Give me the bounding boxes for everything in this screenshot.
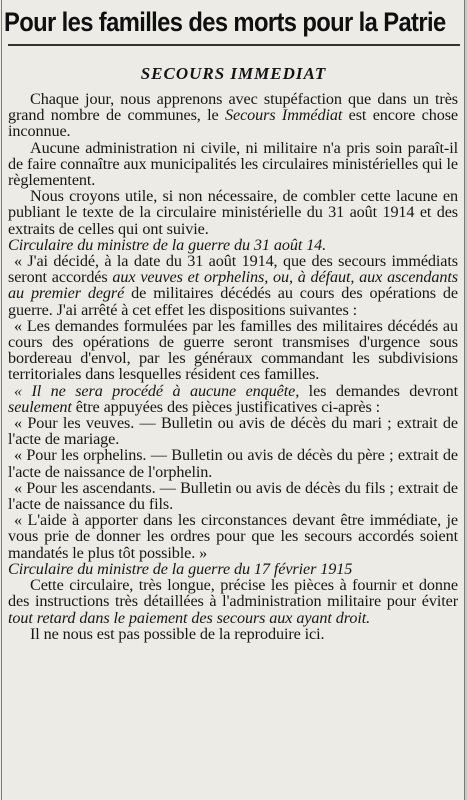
paragraph-1 [8,91,458,140]
quote-1-text-b: de militaires décédés au cours des opérations de guerre. J'ai arrêté à cet effet les dispositions suivantes : [8,284,458,319]
column-rule-left [1,0,2,800]
quote-3-italic-a: « Il ne sera procédé à aucune enquête, [14,381,300,400]
subhead: SECOURS IMMEDIAT [140,64,327,83]
quote-3-text-a: les demandes devront [299,381,458,400]
paragraph-4 [8,577,458,626]
headline: Pour les familles des morts pour la Patrie [4,7,446,37]
paragraph-1-italic: Secours Immédiat [224,106,343,125]
paragraph-4-italic: tout retard dans le paiement des secours aux ayant droit. [8,608,371,627]
quote-1 [8,253,458,318]
paragraph-1-text-a: Chaque jour, nous apprenons avec stupéfaction que dans un très grand nombre de communes, le [8,90,458,125]
quote-veuves: « Pour les veuves. — Bulletin ou avis de décès du mari ; extrait de l'acte de mariage. [8,414,458,449]
circular-source-2: Circulaire du ministre de la guerre du 17 février 1915 [8,559,353,578]
article-body [8,91,458,642]
paragraph-4-text-a: Cette circulaire, très longue, précise les pièces à fournir et donne des instructions très détaillées à l'administration militaire pour éviter [8,576,458,611]
paragraph-1-text-b: est encore chose inconnue. [8,106,458,141]
quote-1-italic: aux veuves et orphelins, ou, à défaut, aux ascendants au premier degré [8,268,459,303]
quote-orphelins: « Pour les orphelins. — Bulletin ou avis de décès du père ; extrait de l'acte de naissance de l'orphelin. [8,446,458,481]
quote-3-text-b: être appuyées des pièces justificatives ci-après : [71,397,381,416]
paragraph-5: Il ne nous est pas possible de la reproduire ici. [30,624,325,643]
quote-ascendants: « Pour les ascendants. — Bulletin ou avis de décès du fils ; extrait de l'acte de naissance du fils. [8,478,458,514]
circular-source-1: Circulaire du ministre de la guerre du 31 août 14. [8,235,327,254]
quote-2: « Les demandes formulées par les familles des militaires décédés au cours des opérations de guerre seront transmises d'urgence sous bordereau d'envol, par les généraux commandant les subdivisions territoriales dans lesquelles résident ces familles. [8,316,458,384]
headline-rule [8,44,460,46]
quote-3-italic-b: seulement [8,397,72,416]
quote-aide: « L'aide à apporter dans les circonstances devant être immédiate, je vous prie de donner les ordres pour que les secours accordés soient mandatés le plus tôt possible. » [8,511,458,562]
quote-1-text-a: « J'ai décidé, à la date du 31 août 1914, que des secours immédiats seront accordés [8,252,458,287]
quote-3 [8,383,458,415]
paragraph-2: Aucune administration ni civile, ni militaire n'a pris soin paraît-il de faire connaître aux municipalités les circulaires ministérielles qui le règlementent. [8,138,458,190]
paragraph-3: Nous croyons utile, si non nécessaire, de combler cette lacune en publiant le texte de la circulaire ministérielle du 31 août 1914 et des extraits de celles qui ont suivie. [8,187,458,238]
